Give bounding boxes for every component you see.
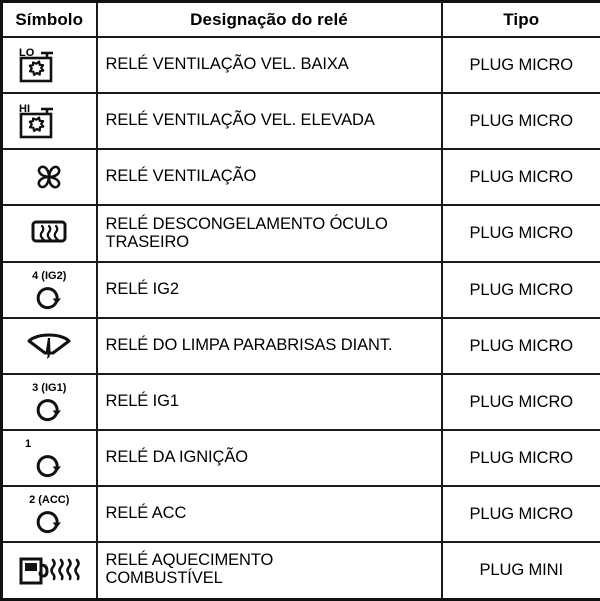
ignition-position-label: 4 (IG2) [3, 271, 96, 282]
type-cell: PLUG MICRO [442, 486, 600, 542]
symbol-cell [2, 430, 97, 486]
type-cell: PLUG MICRO [442, 430, 600, 486]
table-row [2, 318, 600, 374]
type-cell: PLUG MICRO [442, 262, 600, 318]
blower-speed-label: HI [19, 104, 30, 115]
designation-cell [97, 37, 442, 93]
ignition-position-label: 1 [3, 439, 96, 450]
column-header-symbol: Símbolo [2, 2, 97, 38]
windshield-wiper-icon [3, 319, 96, 373]
type-cell: PLUG MICRO [442, 149, 600, 205]
table-row [2, 542, 600, 599]
symbol-cell [2, 93, 97, 149]
table-row [2, 93, 600, 149]
column-header-type: Tipo [442, 2, 600, 38]
designation-text-line2: TRASEIRO [106, 234, 441, 252]
designation-text: RELÉ IG1 [106, 392, 179, 410]
type-cell: PLUG MICRO [442, 93, 600, 149]
designation-cell [97, 542, 442, 599]
symbol-cell [2, 37, 97, 93]
type-cell: PLUG MICRO [442, 37, 600, 93]
designation-cell [97, 486, 442, 542]
symbol-cell [2, 486, 97, 542]
blower-relay-low-icon [3, 38, 96, 92]
ignition-position-label: 3 (IG1) [3, 383, 96, 394]
column-header-designation: Designação do relé [97, 2, 442, 38]
symbol-cell [2, 205, 97, 262]
blower-relay-high-icon [3, 94, 96, 148]
table-body [2, 37, 600, 599]
designation-cell [97, 205, 442, 262]
symbol-cell [2, 542, 97, 599]
fan-icon [3, 150, 96, 204]
table-row [2, 205, 600, 262]
designation-text: RELÉ VENTILAÇÃO [106, 167, 257, 185]
rear-defroster-icon [3, 206, 96, 261]
designation-text-line2: COMBUSTÍVEL [106, 570, 441, 588]
designation-cell [97, 93, 442, 149]
type-cell: PLUG MICRO [442, 205, 600, 262]
symbol-cell [2, 149, 97, 205]
table-row [2, 430, 600, 486]
designation-text: RELÉ IG2 [106, 280, 179, 298]
designation-cell [97, 149, 442, 205]
header-row [2, 2, 600, 38]
designation-text: RELÉ DO LIMPA PARABRISAS DIANT. [106, 336, 393, 354]
table-row [2, 486, 600, 542]
symbol-cell [2, 374, 97, 430]
designation-cell [97, 374, 442, 430]
designation-text: RELÉ VENTILAÇÃO VEL. BAIXA [106, 55, 349, 73]
designation-cell [97, 318, 442, 374]
type-cell: PLUG MINI [442, 542, 600, 599]
designation-text: RELÉ ACC [106, 504, 187, 522]
table-row [2, 262, 600, 318]
type-cell: PLUG MICRO [442, 318, 600, 374]
table-row [2, 374, 600, 430]
designation-text: RELÉ VENTILAÇÃO VEL. ELEVADA [106, 111, 375, 129]
designation-text: RELÉ DESCONGELAMENTO ÓCULO [106, 215, 388, 233]
blower-speed-label: LO [19, 48, 34, 59]
designation-text: RELÉ DA IGNIÇÃO [106, 448, 248, 466]
ignition-position-label: 2 (ACC) [3, 495, 96, 506]
designation-cell [97, 430, 442, 486]
fuel-heater-icon [3, 543, 96, 598]
symbol-cell [2, 262, 97, 318]
symbol-cell [2, 318, 97, 374]
table-row [2, 149, 600, 205]
designation-text: RELÉ AQUECIMENTO [106, 551, 274, 569]
type-cell: PLUG MICRO [442, 374, 600, 430]
table-row [2, 37, 600, 93]
table-header [2, 2, 600, 38]
designation-cell [97, 262, 442, 318]
